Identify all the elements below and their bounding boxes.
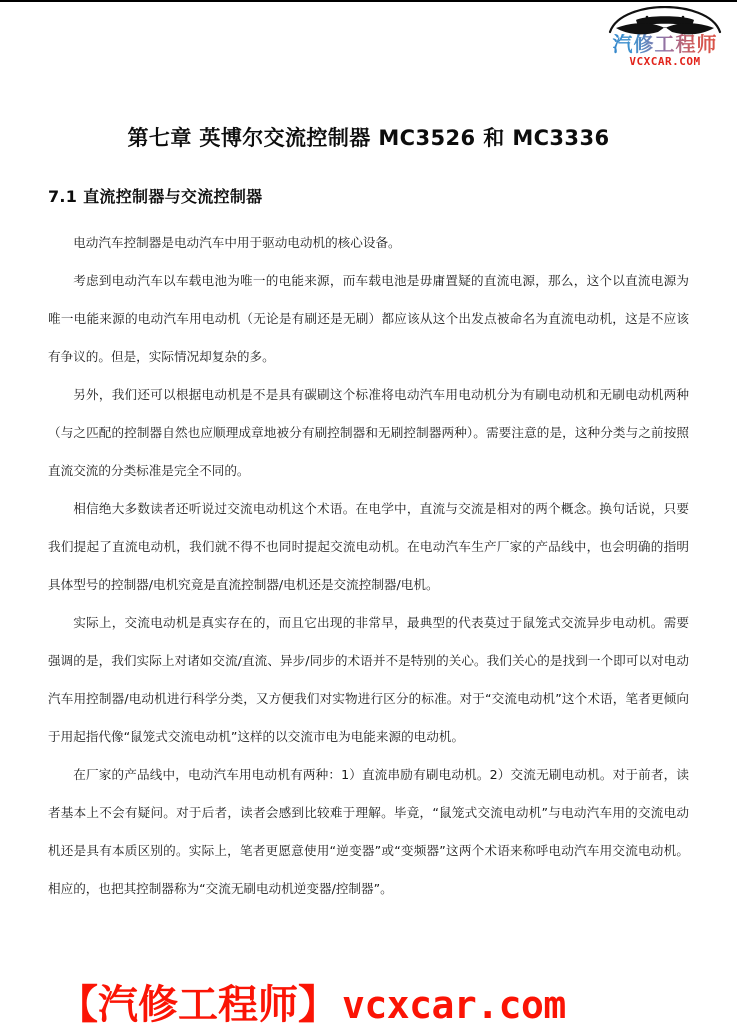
footer-watermark: [58, 982, 566, 1028]
watermark-url: vcxcar.com: [342, 983, 566, 1027]
logo-brand-cn: 汽修工程师: [601, 34, 729, 54]
paragraph: 实际上，交流电动机是真实存在的，而且它出现的非常早，最典型的代表莫过于鼠笼式交流异步电动机。需要强调的是，我们实际上对诸如交流/直流、异步/同步的术语并不是特别的关心。我们关心的是找到一个即可以对电动汽车用控制器/电动机进行科学分类，又方便我们对实物进行区分的标准。对于“交流电动机”这个术语，笔者更倾向于用起指代像“鼠笼式交流电动机”这样的以交流市电为电能来源的电动机。: [48, 615, 689, 744]
paragraph: 电动汽车控制器是电动汽车中用于驱动电动机的核心设备。: [73, 235, 401, 250]
paragraph: 另外，我们还可以根据电动机是不是具有碳刷这个标准将电动汽车用电动机分为有刷电动机和无刷电动机两种（与之匹配的控制器自然也应顺理成章地被分有刷控制器和无刷控制器两种）。需要注意的是，这种分类与之前按照直流交流的分类标准是完全不同的。: [48, 387, 689, 478]
paragraph: 在厂家的产品线中，电动汽车用电动机有两种：1）直流串励有刷电动机。2）交流无刷电动机。对于前者，读者基本上不会有疑问。对于后者，读者会感到比较难于理解。毕竟，“鼠笼式交流电动机”与电动汽车用的交流电动机还是具有本质区别的。实际上，笔者更愿意使用“逆变器”或“变频器”这两个术语来称呼电动汽车用交流电动机。相应的，也把其控制器称为“交流无刷电动机逆变器/控制器”。: [48, 767, 689, 896]
page-title: 第七章 英博尔交流控制器 MC3526 和 MC3336: [127, 126, 610, 151]
paragraph: 相信绝大多数读者还听说过交流电动机这个术语。在电学中，直流与交流是相对的两个概念。换句话说，只要我们提起了直流电动机，我们就不得不也同时提起交流电动机。在电动汽车生产厂家的产品线中，也会明确的指明具体型号的控制器/电机究竟是直流控制器/电机还是交流控制器/电机。: [48, 501, 689, 592]
paragraph: 考虑到电动汽车以车载电池为唯一的电能来源，而车载电池是毋庸置疑的直流电源，那么，这个以直流电源为唯一电能来源的电动汽车用电动机（无论是有刷还是无刷）都应该从这个出发点被命名为直流电动机，这是不应该有争议的。但是，实际情况却复杂的多。: [48, 273, 689, 364]
site-logo: [601, 6, 729, 72]
section-heading: 7.1 直流控制器与交流控制器: [48, 187, 263, 207]
logo-brand-url: VCXCAR.COM: [629, 55, 701, 68]
watermark-brand-cn: 【汽修工程师】: [58, 982, 338, 1028]
body-content: [48, 224, 689, 908]
